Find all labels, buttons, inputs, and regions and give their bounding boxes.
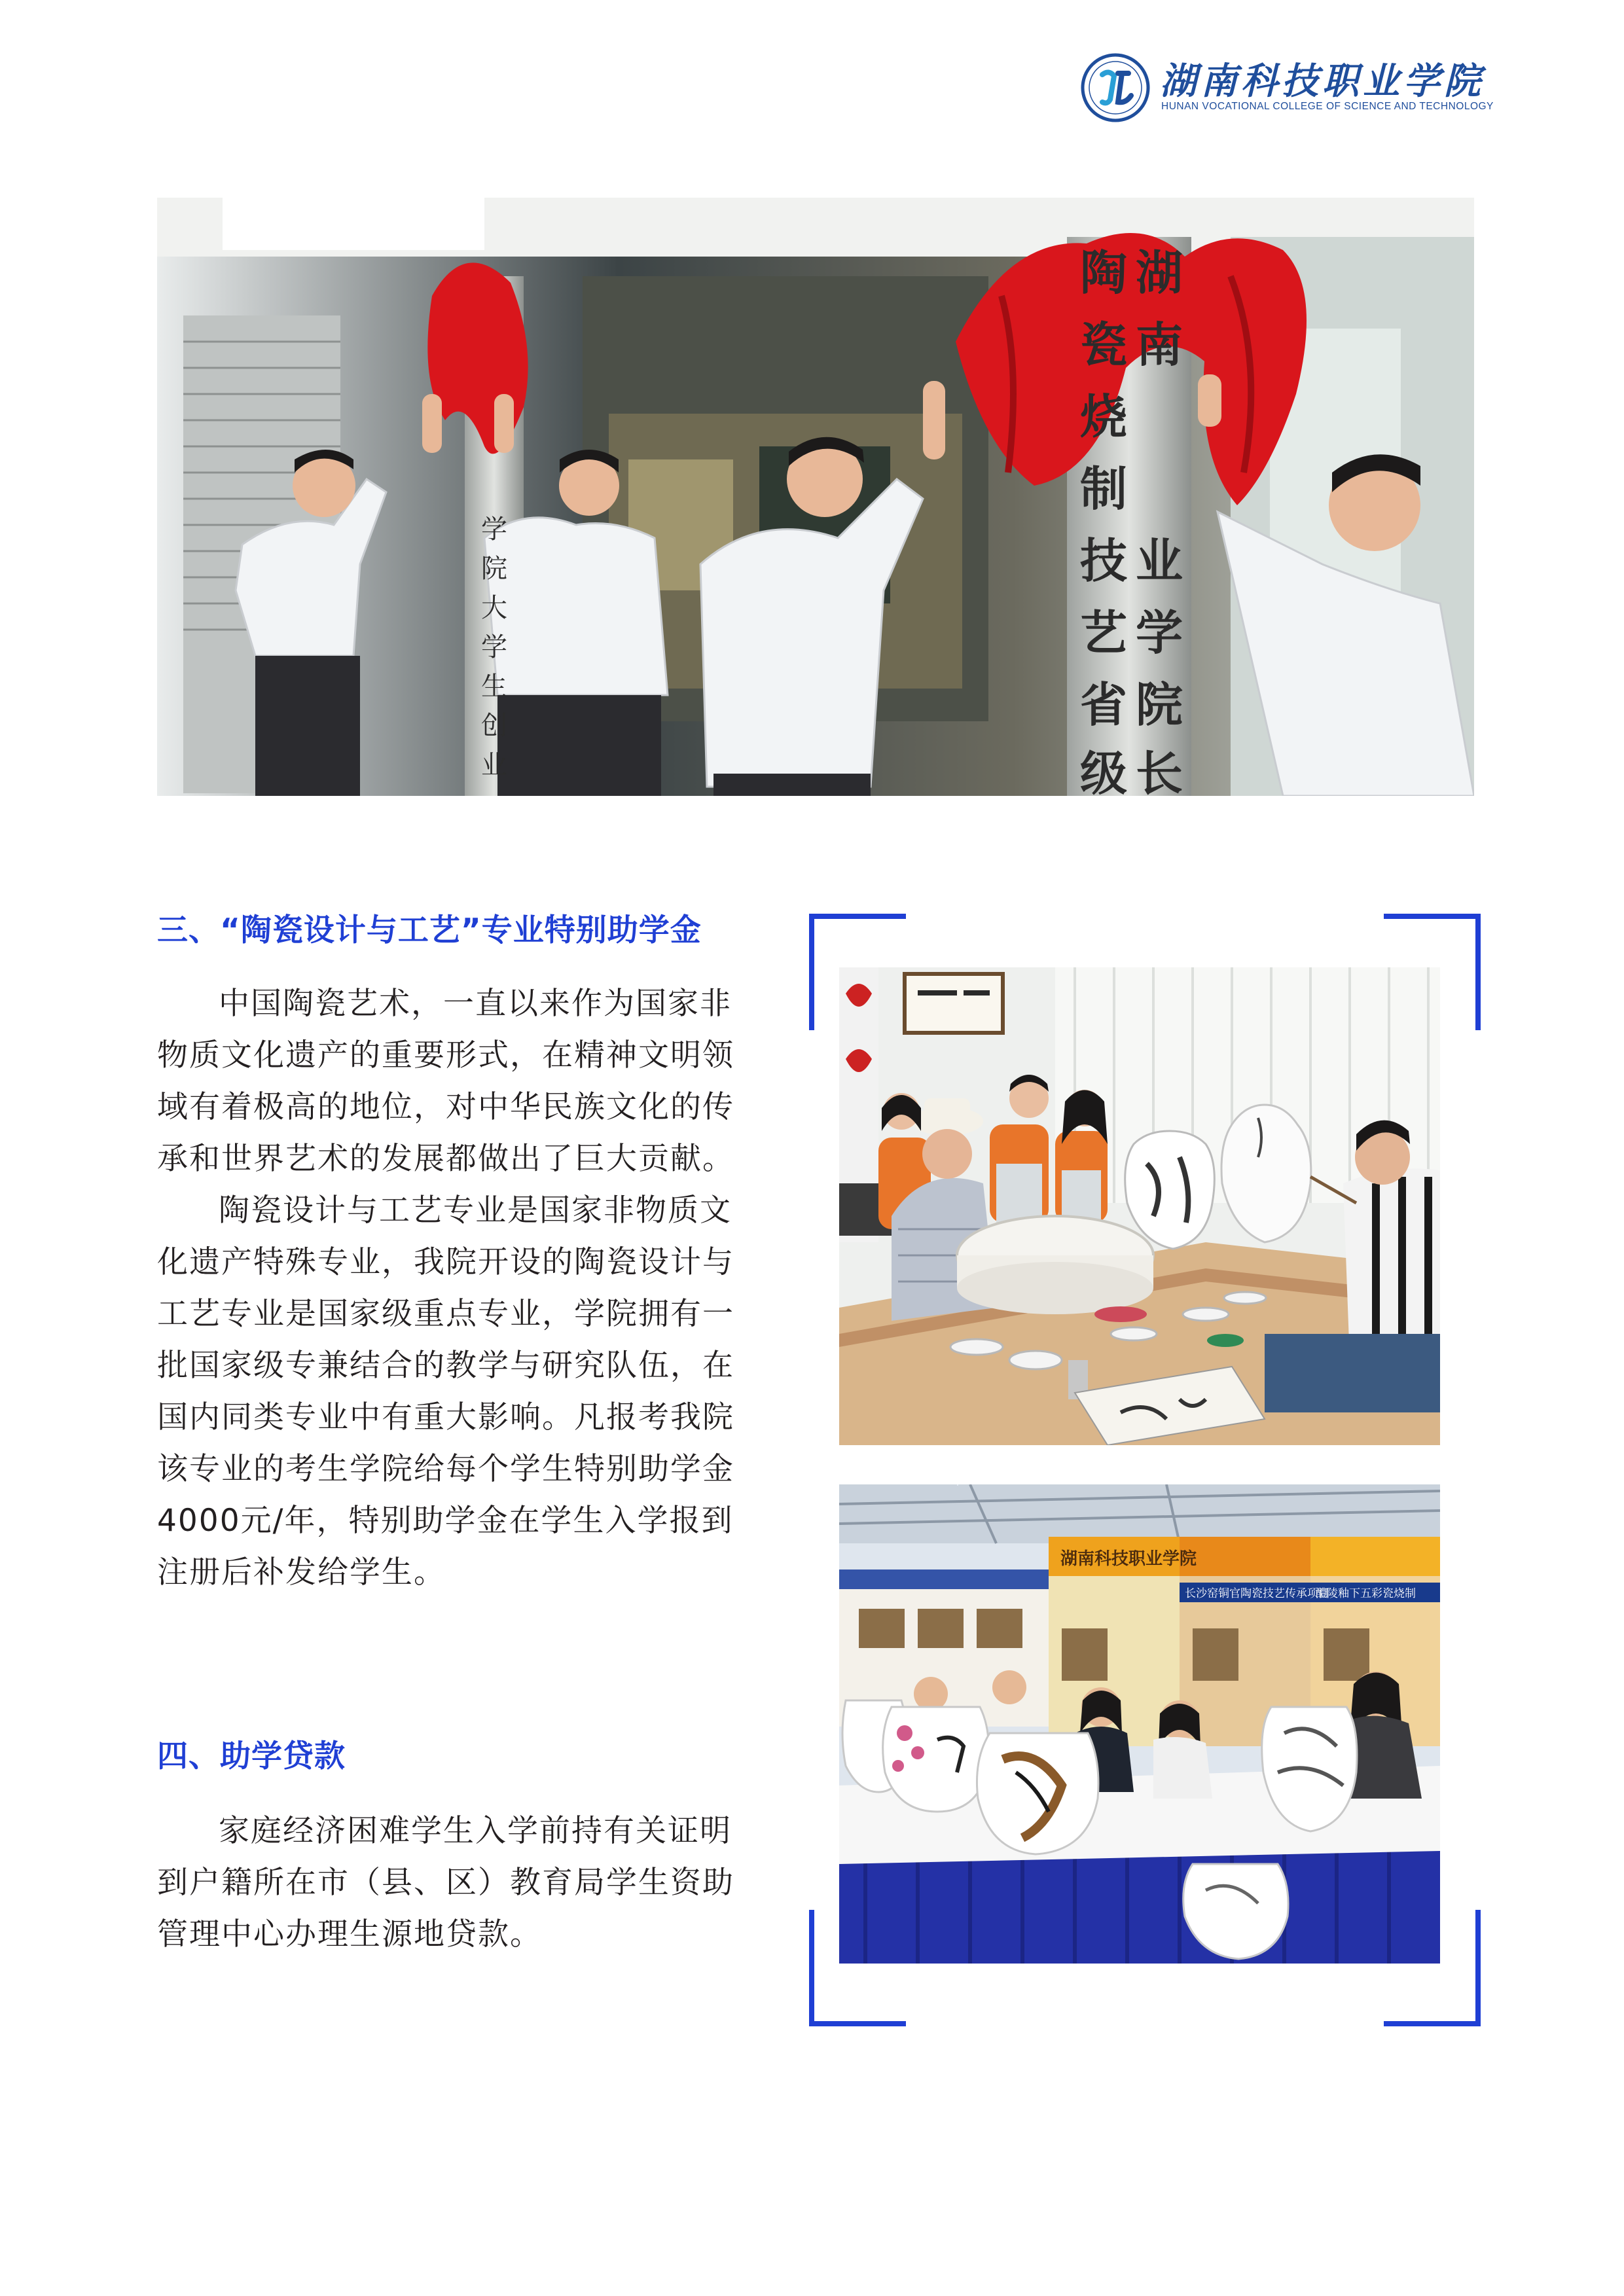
svg-text:长: 长 [1136, 745, 1183, 796]
svg-text:瓷: 瓷 [1080, 317, 1128, 372]
svg-text:陶: 陶 [1080, 245, 1128, 300]
ceramic-painting-class-photo [839, 967, 1440, 1445]
ceramic-exhibition-photo [839, 1484, 1440, 1964]
school-name-cn: 湖南科技职业学院 [1160, 60, 1485, 103]
svg-text:院: 院 [1136, 677, 1183, 732]
exhibit-banner-3: 醴陵釉下五彩瓷烧制 [1316, 1587, 1416, 1600]
svg-text:省: 省 [1080, 677, 1128, 732]
section-3-body [157, 978, 746, 1598]
svg-text:业: 业 [481, 750, 507, 780]
section-3-title: 三、“陶瓷设计与工艺”专业特别助学金 [157, 912, 702, 948]
svg-text:烧: 烧 [1080, 389, 1128, 444]
section-4-paragraph-1: 家庭经济困难学生入学前持有关证明到户籍所在市（县、区）教育局学生资助管理中心办理生源地贷款。 [157, 1813, 734, 1952]
section-3-paragraph-2: 陶瓷设计与工艺专业是国家非物质文化遗产特殊专业，我院开设的陶瓷设计与工艺专业是国家级重点专业，学院拥有一批国家级专兼结合的教学与研究队伍，在国内同类专业中有重大影响。凡报考我院该专业的考生学院给每个学生特别助学金4000元/年，特别助学金在学生入学报到注册后补发给学生。 [157, 1193, 734, 1590]
svg-text:业: 业 [1136, 533, 1183, 588]
svg-text:创: 创 [481, 711, 507, 741]
section-4-body [157, 1805, 746, 1960]
unveiling-ceremony-photo [157, 198, 1474, 796]
exhibit-banner-2: 长沙窑铜官陶瓷技艺传承项目 [1185, 1587, 1329, 1600]
svg-text:生: 生 [481, 672, 507, 702]
svg-text:大: 大 [481, 593, 507, 623]
svg-text:院: 院 [481, 554, 507, 584]
section-3-paragraph-1: 中国陶瓷艺术，一直以来作为国家非物质文化遗产的重要形式，在精神文明领域有着极高的地位，对中华民族文化的传承和世界艺术的发展都做出了巨大贡献。 [157, 986, 734, 1177]
exhibit-banner-1: 湖南科技职业学院 [1060, 1549, 1197, 1569]
college-logo [1080, 47, 1499, 126]
svg-text:学: 学 [481, 632, 507, 662]
svg-text:南: 南 [1136, 317, 1183, 372]
svg-text:制: 制 [1080, 461, 1128, 516]
svg-text:艺: 艺 [1080, 605, 1128, 660]
svg-text:技: 技 [1080, 533, 1128, 588]
svg-text:学: 学 [1136, 605, 1183, 660]
college-emblem-icon [1080, 52, 1151, 123]
svg-text:级: 级 [1080, 745, 1128, 796]
svg-text:学: 学 [481, 514, 507, 545]
section-4-title: 四、助学贷款 [157, 1738, 346, 1774]
school-name-en: HUNAN VOCATIONAL COLLEGE OF SCIENCE AND TECHNOLOGY [1161, 101, 1494, 112]
svg-text:湖: 湖 [1136, 245, 1183, 300]
